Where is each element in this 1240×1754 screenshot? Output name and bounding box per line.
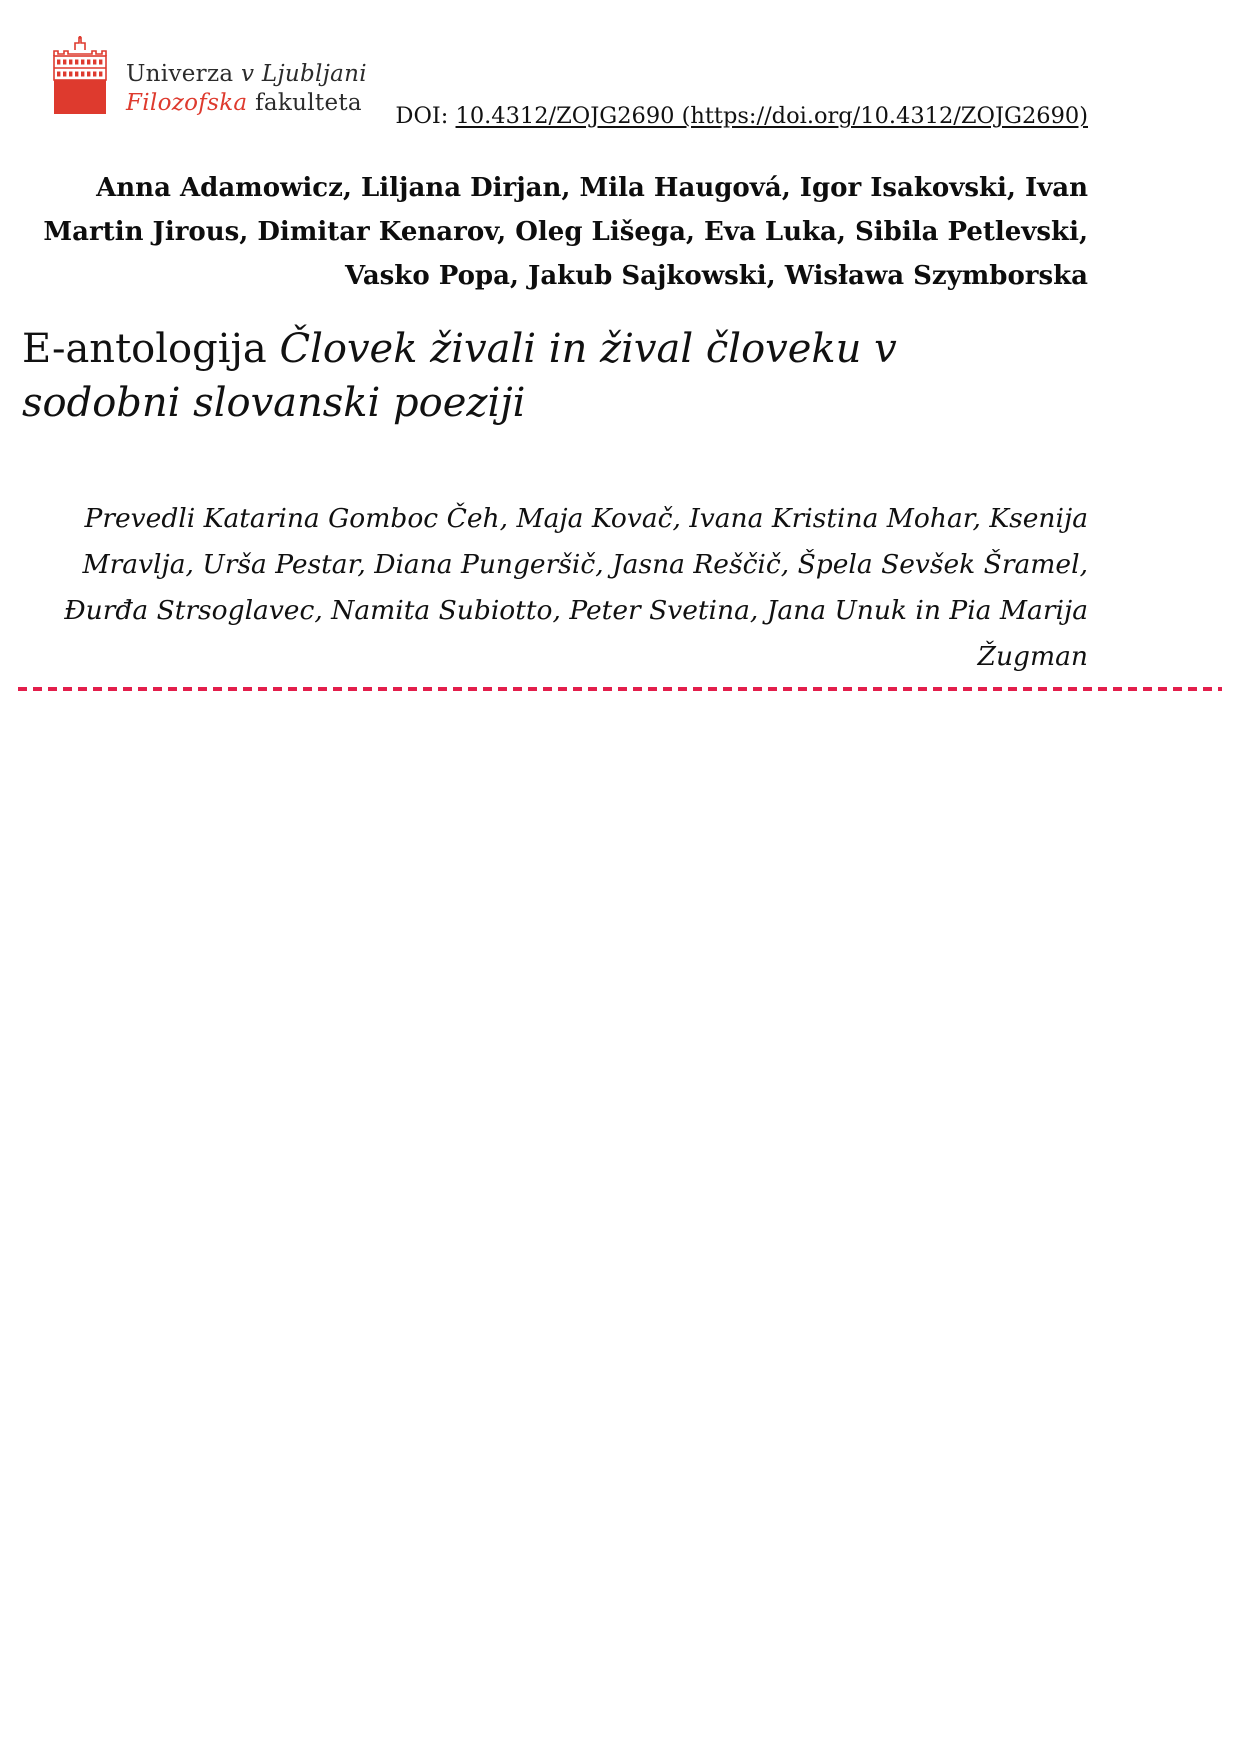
authors-list: Anna Adamowicz, Liljana Dirjan, Mila Haugová, Igor Isakovski, Ivan Martin Jirous, Dimitar Kenarov, Oleg Lišega, Eva Luka, Sibila Petlevski, Vasko Popa, Jakub Sajkowski, Wisława Szymborska [43,173,1088,291]
title-prefix: E-antologija [22,326,280,372]
translators-list: Prevedli Katarina Gomboc Čeh, Maja Kovač, Ivana Kristina Mohar, Ksenija Mravlja, Urša Pestar, Diana Pungeršič, Jasna Reščič, Špela Sevšek Šramel, Đurđa Strsoglavec, Namita Subiotto, Peter Svetina, Jana Unuk in Pia Marija Žugman [64,503,1088,672]
doi-label: DOI: [395,103,456,129]
faculty-name-red: Filozofska [126,90,248,116]
faculty-name-regular: fakulteta [247,90,362,116]
page-title [22,322,1062,430]
doi-line [40,103,1088,129]
university-name-regular: Univerza [126,61,234,87]
university-name-italic: v Ljubljani [233,61,367,87]
title-italic-part: Človek živali in žival človeku v sodobni slovanski poeziji [22,326,897,426]
red-dashed-divider [18,687,1222,691]
university-name [126,60,367,89]
doi-link[interactable]: 10.4312/ZOJG2690 (https://doi.org/10.4312/ZOJG2690) [455,103,1088,129]
